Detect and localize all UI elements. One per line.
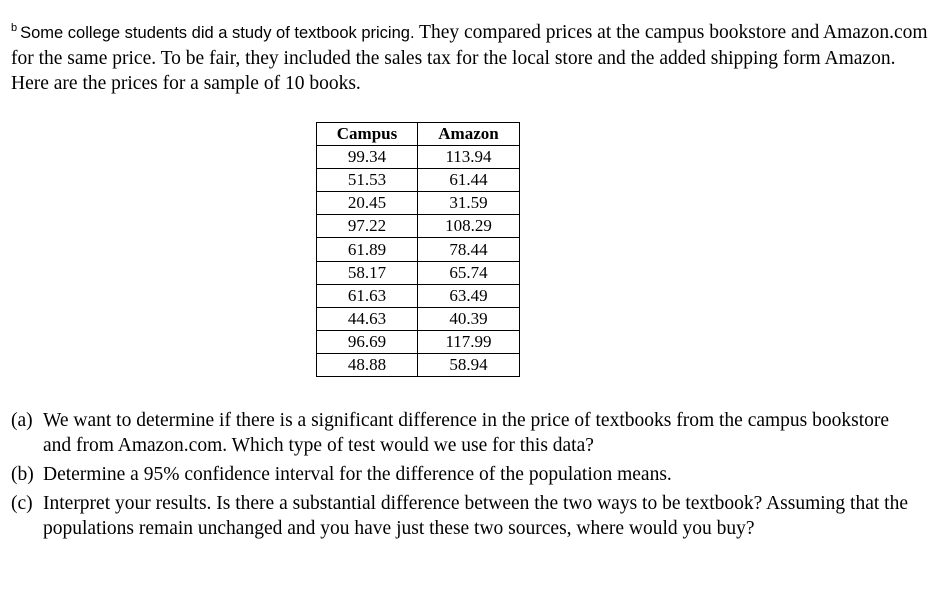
problem-lead: Some college students did a study of textbook pricing. — [20, 24, 415, 42]
amazon-price-cell: 31.59 — [418, 192, 520, 215]
question-label: (b) — [11, 464, 34, 485]
column-header-amazon: Amazon — [418, 123, 520, 146]
table-row — [317, 238, 520, 261]
amazon-price-cell: 63.49 — [418, 284, 520, 307]
campus-price-cell: 48.88 — [317, 353, 418, 376]
campus-price-cell: 61.63 — [317, 284, 418, 307]
campus-price-cell: 96.69 — [317, 330, 418, 353]
table-row — [317, 146, 520, 169]
question-b — [11, 462, 911, 487]
amazon-price-cell: 40.39 — [418, 307, 520, 330]
table-row — [317, 330, 520, 353]
campus-price-cell: 20.45 — [317, 192, 418, 215]
table-row — [317, 284, 520, 307]
question-label: (a) — [11, 410, 33, 431]
table-row — [317, 192, 520, 215]
amazon-price-cell: 58.94 — [418, 353, 520, 376]
question-text: We want to determine if there is a significant difference in the price of textbooks from the campus bookstore and from Amazon.com. Which type of test would we use for this data? — [43, 410, 890, 456]
campus-price-cell: 51.53 — [317, 169, 418, 192]
question-label: (c) — [11, 493, 33, 514]
table-row — [317, 353, 520, 376]
amazon-price-cell: 65.74 — [418, 261, 520, 284]
problem-marker: b — [11, 21, 18, 34]
campus-price-cell: 44.63 — [317, 307, 418, 330]
campus-price-cell: 99.34 — [317, 146, 418, 169]
question-list — [11, 408, 911, 545]
table-row — [317, 169, 520, 192]
amazon-price-cell: 117.99 — [418, 330, 520, 353]
amazon-price-cell: 113.94 — [418, 146, 520, 169]
amazon-price-cell: 61.44 — [418, 169, 520, 192]
amazon-price-cell: 78.44 — [418, 238, 520, 261]
table-row — [317, 261, 520, 284]
problem-text: They compared prices at the campus bookstore and Amazon.com for the same price. To be fair, they included the sales tax for the local store and the added shipping form Amazon. Here are the prices for a sample of 10 books. — [11, 22, 928, 94]
amazon-price-cell: 108.29 — [418, 215, 520, 238]
campus-price-cell: 97.22 — [317, 215, 418, 238]
question-text: Determine a 95% confidence interval for the difference of the population means. — [43, 464, 672, 485]
problem-statement — [11, 20, 931, 96]
table-row — [317, 307, 520, 330]
campus-price-cell: 61.89 — [317, 238, 418, 261]
column-header-campus: Campus — [317, 123, 418, 146]
question-c — [11, 491, 911, 541]
price-table — [316, 122, 520, 377]
question-a — [11, 408, 911, 458]
question-text: Interpret your results. Is there a substantial difference between the two ways to be textbook? Assuming that the populations remain unchanged and you have just these two sources, where would you buy? — [43, 493, 908, 539]
campus-price-cell: 58.17 — [317, 261, 418, 284]
table-header-row — [317, 123, 520, 146]
table-row — [317, 215, 520, 238]
